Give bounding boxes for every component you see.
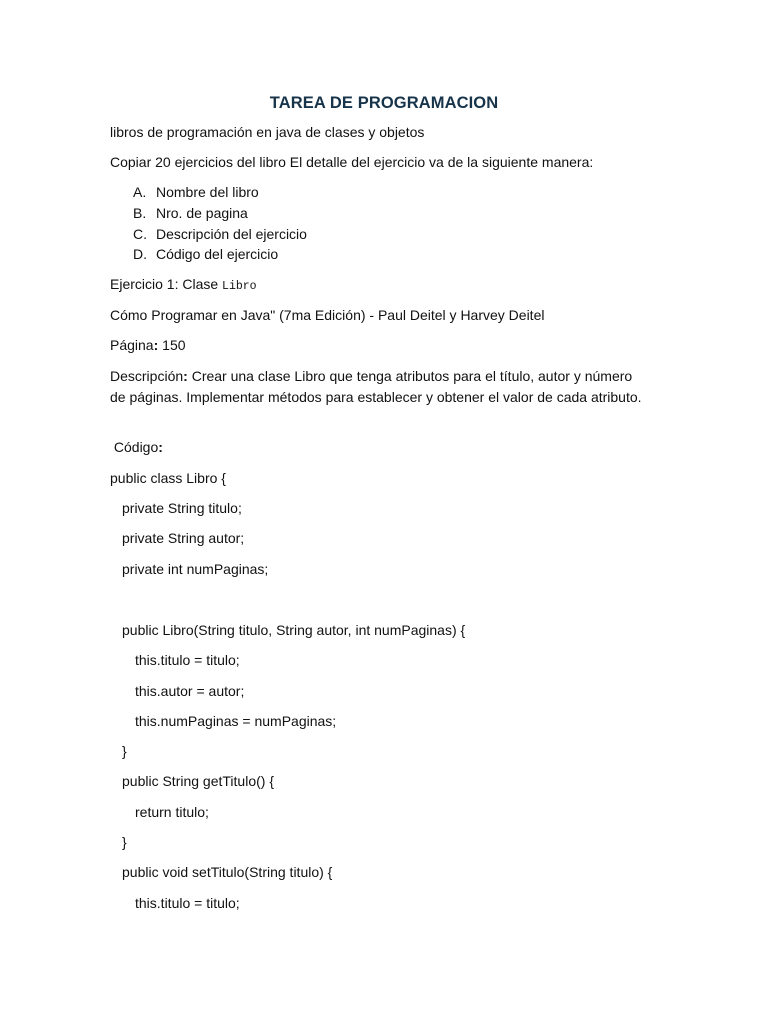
book-title: Cómo Programar en Java" (7ma Edición) - Paul Deitel y Harvey Deitel xyxy=(110,307,545,323)
code-colon: : xyxy=(158,439,163,455)
exercise-heading xyxy=(110,274,257,298)
code-line: this.numPaginas = numPaginas; xyxy=(135,713,337,729)
instructions-text: Copiar 20 ejercicios del libro El detalle del ejercicio va de la siguiente manera: xyxy=(110,154,594,170)
list-item xyxy=(133,224,307,244)
list-item xyxy=(133,203,248,223)
code-line: this.autor = autor; xyxy=(135,683,245,699)
exercise-heading-text: Ejercicio 1: Clase xyxy=(110,276,223,292)
document-title: TAREA DE PROGRAMACION xyxy=(269,94,499,112)
list-item-text: Código del ejercicio xyxy=(156,246,279,262)
list-item xyxy=(133,244,278,264)
description-paragraph xyxy=(110,366,645,407)
code-line: public Libro(String titulo, String autor, int numPaginas) { xyxy=(122,622,466,638)
page-number-line xyxy=(110,335,186,356)
list-marker: D. xyxy=(133,246,147,262)
code-line: private String titulo; xyxy=(122,500,242,516)
code-line: this.titulo = titulo; xyxy=(135,895,240,911)
list-marker: B. xyxy=(133,205,147,221)
code-line: this.titulo = titulo; xyxy=(135,652,240,668)
subtitle-text: libros de programación en java de clases y objetos xyxy=(110,124,425,140)
exercise-class-name: Libro xyxy=(222,280,257,293)
code-line: public void setTitulo(String titulo) { xyxy=(122,864,333,880)
code-line: return titulo; xyxy=(135,804,209,820)
list-item-text: Nro. de pagina xyxy=(156,205,248,221)
list-item-text: Nombre del libro xyxy=(156,184,259,200)
page-colon: : xyxy=(153,337,159,353)
list-marker: C. xyxy=(133,226,147,242)
code-line: private String autor; xyxy=(122,530,245,546)
code-label: Código xyxy=(110,439,159,455)
description-colon: : xyxy=(183,368,188,384)
page-label: Página xyxy=(110,337,154,353)
list-item-text: Descripción del ejercicio xyxy=(156,226,307,242)
list-marker: A. xyxy=(133,184,147,200)
code-line: private int numPaginas; xyxy=(122,561,269,577)
code-line: } xyxy=(122,834,127,850)
code-line: public class Libro { xyxy=(110,470,226,486)
code-heading xyxy=(110,437,163,458)
code-line: } xyxy=(122,743,127,759)
list-item xyxy=(133,182,259,202)
description-text: Crear una clase Libro que tenga atributos para el título, autor y número de páginas. Implementar métodos para establecer y obtener el valor de cada atributo. xyxy=(110,368,642,405)
page-value: 150 xyxy=(158,337,186,353)
description-label: Descripción xyxy=(110,368,184,384)
code-line: public String getTitulo() { xyxy=(122,773,274,789)
